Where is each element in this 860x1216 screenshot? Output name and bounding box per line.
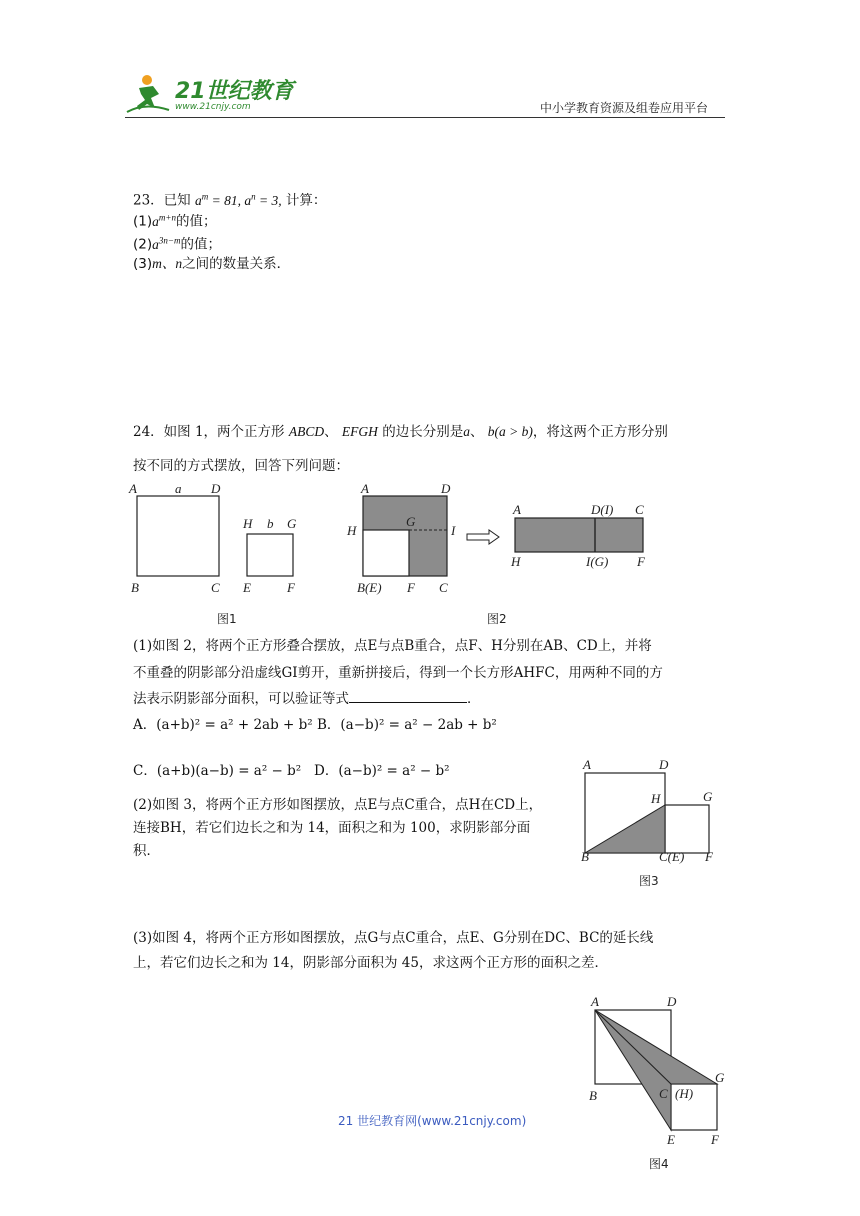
- svg-text:A: A: [591, 994, 599, 1009]
- svg-text:(H): (H): [675, 1086, 694, 1101]
- fig2-white-square: [363, 530, 409, 576]
- q23-stem-expr: $a^m = 81$, $a^n = 3$,: [194, 191, 282, 208]
- q24-stem-line2: 按不同的方式摆放，回答下列问题：: [133, 458, 349, 474]
- q23-part2: $(2)a^{3n-m}$的值；: [133, 235, 221, 253]
- svg-text:F: F: [711, 1132, 719, 1147]
- svg-text:图3: 图3: [639, 874, 659, 888]
- fig3-square-efgh: [665, 805, 709, 853]
- footer-link[interactable]: 21 世纪教育网(www.21cnjy.com): [338, 1114, 527, 1128]
- svg-text:H: H: [347, 523, 357, 538]
- figure-4: [583, 990, 733, 1180]
- svg-text:A: A: [361, 481, 369, 496]
- svg-text:B: B: [131, 580, 139, 595]
- q23-part1: $(1)a^{m+n}$的值；: [133, 212, 217, 230]
- svg-text:G: G: [715, 1070, 725, 1085]
- logo-url: www.21cnjy.com: [175, 102, 251, 112]
- svg-text:F: F: [705, 849, 713, 864]
- svg-text:C: C: [211, 580, 220, 595]
- option-c[interactable]: C．(a+b)(a−b) = a² − b²: [133, 763, 302, 779]
- svg-text:D: D: [441, 481, 451, 496]
- q24-stem-line1: 24．如图 1，两个正方形 ABCD、 EFGH 的边长分别是a、 b(a > b)，将这两个正方形分别: [133, 424, 668, 440]
- svg-text:C(E): C(E): [659, 849, 685, 864]
- option-b[interactable]: B．(a−b)² = a² − 2ab + b²: [317, 717, 497, 733]
- svg-text:E: E: [243, 580, 251, 595]
- svg-text:A: A: [583, 757, 591, 772]
- svg-text:图2: 图2: [487, 612, 507, 626]
- q24-part1-line2: 不重叠的阴影部分沿虚线GI剪开，重新拼接后，得到一个长方形AHFC，用两种不同的方: [133, 665, 663, 681]
- svg-text:D: D: [659, 757, 669, 772]
- transform-arrow-icon: [467, 530, 499, 544]
- svg-text:B: B: [581, 849, 589, 864]
- fig2-rectangle-ahfc: [515, 518, 643, 552]
- platform-title: 中小学教育资源及组卷应用平台: [540, 101, 709, 115]
- figures-1-2: [125, 478, 665, 628]
- fig1-square-efgh: [247, 534, 293, 576]
- svg-text:I: I: [451, 523, 456, 538]
- answer-blank[interactable]: [349, 690, 467, 703]
- svg-text:A: A: [513, 502, 521, 517]
- svg-text:B: B: [589, 1088, 597, 1103]
- svg-text:B(E): B(E): [357, 580, 382, 595]
- q24-part3-line2: 上，若它们边长之和为 14，阴影部分面积为 45，求这两个正方形的面积之差．: [133, 955, 608, 971]
- q24-part1-line1: (1)如图 2，将两个正方形叠合摆放，点E与点B重合，点F、H分别在AB、CD上，并将: [133, 638, 652, 654]
- svg-text:图1: 图1: [217, 612, 237, 626]
- svg-text:D: D: [667, 994, 677, 1009]
- svg-text:a: a: [175, 481, 182, 496]
- svg-text:H: H: [243, 516, 253, 531]
- q24-part1-line3: 法表示阴影部分面积，可以验证等式 ．: [133, 691, 481, 707]
- header-divider: [125, 117, 725, 118]
- svg-text:C: C: [635, 502, 644, 517]
- figure-3: [575, 755, 735, 895]
- svg-text:G: G: [406, 514, 416, 529]
- svg-text:E: E: [667, 1132, 675, 1147]
- svg-text:A: A: [129, 481, 137, 496]
- svg-text:G: G: [287, 516, 297, 531]
- q23-stem-prefix: 23．已知: [133, 192, 191, 209]
- q24-part2-line3: 积．: [133, 843, 160, 859]
- svg-text:C: C: [439, 580, 448, 595]
- logo-text: 21世纪教育: [175, 79, 294, 104]
- header-logo: [125, 72, 295, 116]
- svg-text:I(G): I(G): [586, 554, 609, 569]
- q24-part2-line2: 连接BH，若它们边长之和为 14，面积之和为 100，求阴影部分面: [133, 820, 531, 836]
- svg-text:F: F: [407, 580, 415, 595]
- svg-text:图4: 图4: [649, 1157, 669, 1171]
- svg-text:H: H: [511, 554, 521, 569]
- option-d[interactable]: D．(a−b)² = a² − b²: [314, 763, 450, 779]
- svg-text:C: C: [659, 1086, 668, 1101]
- svg-text:D(I): D(I): [591, 502, 614, 517]
- q23-part3: (3)m、n之间的数量关系．: [133, 256, 291, 272]
- svg-text:F: F: [637, 554, 645, 569]
- fig3-shaded-triangle: [585, 805, 665, 853]
- option-a[interactable]: A．(a+b)² = a² + 2ab + b²: [133, 717, 313, 733]
- svg-text:H: H: [651, 791, 661, 806]
- fig1-square-abcd: [137, 496, 219, 576]
- svg-text:G: G: [703, 789, 713, 804]
- svg-text:b: b: [267, 516, 274, 531]
- q24-part2-line1: (2)如图 3，将两个正方形如图摆放，点E与点C重合，点H在CD上，: [133, 797, 543, 813]
- q24-part3-line1: (3)如图 4，将两个正方形如图摆放，点G与点C重合，点E、G分别在DC、BC的延长线: [133, 930, 654, 946]
- svg-text:D: D: [211, 481, 221, 496]
- svg-text:F: F: [287, 580, 295, 595]
- q23-stem-suffix: 计算：: [285, 192, 327, 209]
